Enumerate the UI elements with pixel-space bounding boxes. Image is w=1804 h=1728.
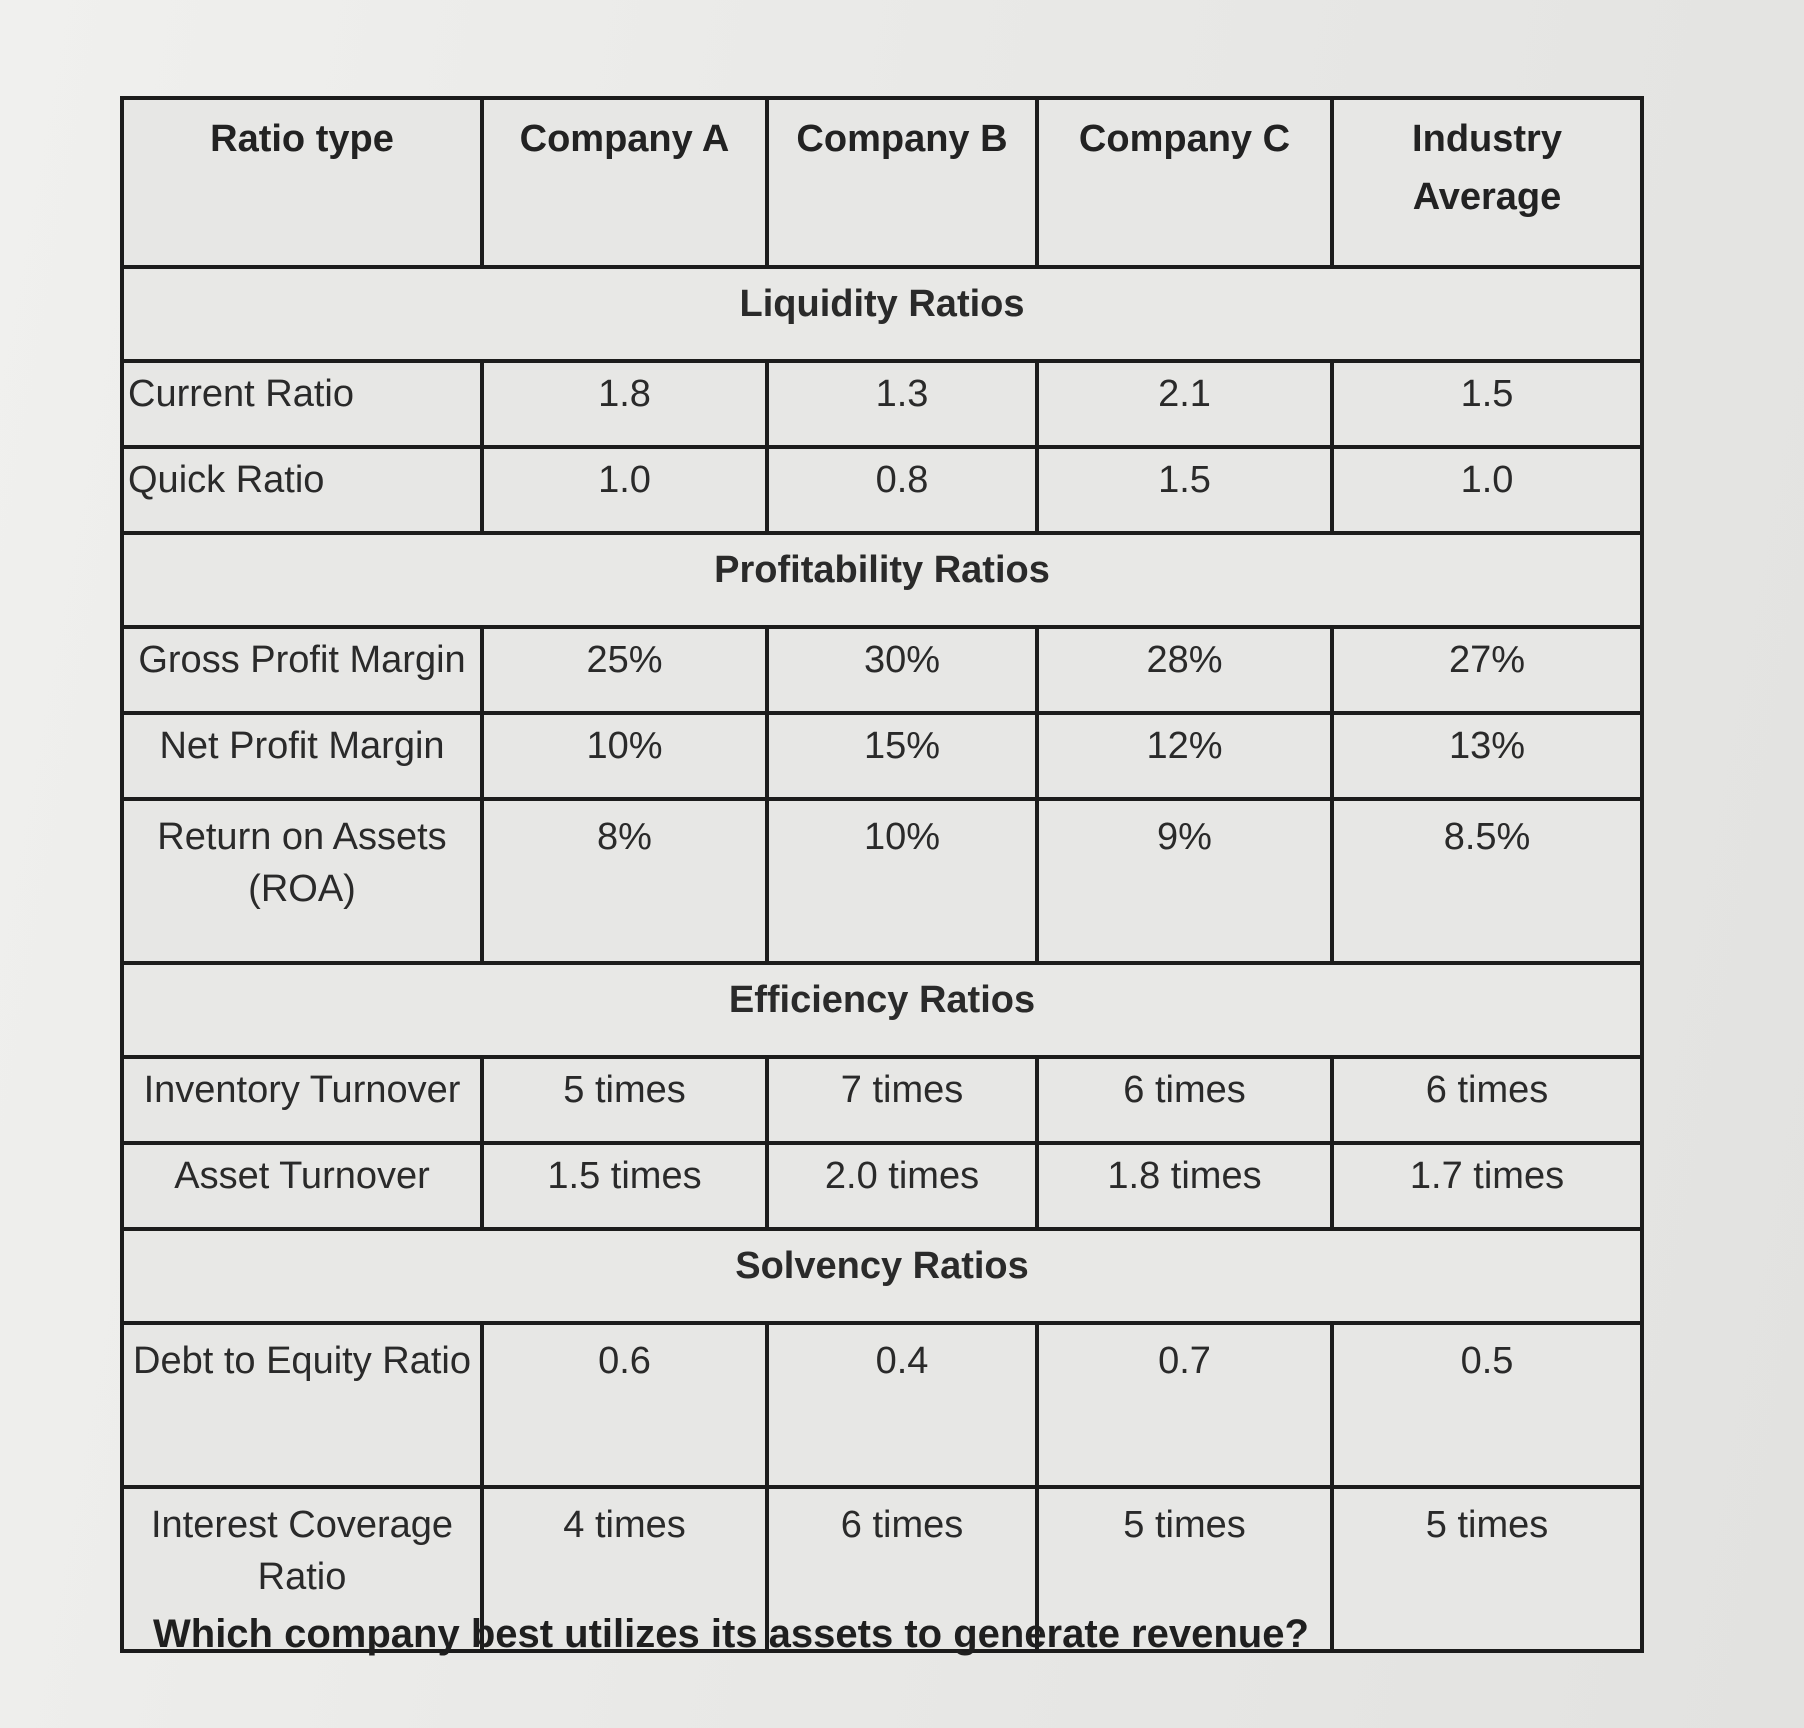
table-row <box>122 627 1642 713</box>
cell-company-a: 1.8 <box>482 361 767 447</box>
table-row <box>122 1057 1642 1143</box>
section-title-profitability: Profitability Ratios <box>122 533 1642 627</box>
header-company-b: Company B <box>767 98 1037 267</box>
table-row <box>122 361 1642 447</box>
header-company-a: Company A <box>482 98 767 267</box>
cell-industry-average: 6 times <box>1332 1057 1642 1143</box>
table-row <box>122 799 1642 963</box>
cell-company-b: 30% <box>767 627 1037 713</box>
ratio-table <box>120 96 1644 1653</box>
cell-industry-average: 8.5% <box>1332 799 1642 963</box>
row-label: Current Ratio <box>122 361 482 447</box>
table-row <box>122 713 1642 799</box>
cell-industry-average: 13% <box>1332 713 1642 799</box>
cell-industry-average: 5 times <box>1332 1487 1642 1651</box>
cell-company-b: 15% <box>767 713 1037 799</box>
header-ratio-type: Ratio type <box>122 98 482 267</box>
cell-industry-average: 0.5 <box>1332 1323 1642 1487</box>
row-label: Gross Profit Margin <box>122 627 482 713</box>
header-industry-average: Industry Average <box>1332 98 1642 267</box>
cell-company-c: 6 times <box>1037 1057 1332 1143</box>
table-row <box>122 447 1642 533</box>
cell-company-a: 0.6 <box>482 1323 767 1487</box>
section-title-liquidity: Liquidity Ratios <box>122 267 1642 361</box>
cell-company-a: 10% <box>482 713 767 799</box>
row-label: Inventory Turnover <box>122 1057 482 1143</box>
cell-industry-average: 1.5 <box>1332 361 1642 447</box>
row-label: Asset Turnover <box>122 1143 482 1229</box>
header-row <box>122 98 1642 267</box>
cell-company-b: 0.8 <box>767 447 1037 533</box>
cell-industry-average: 1.0 <box>1332 447 1642 533</box>
cell-company-c: 12% <box>1037 713 1332 799</box>
question-text: Which company best utilizes its assets to generate revenue? <box>153 1612 1309 1656</box>
section-row-solvency <box>122 1229 1642 1323</box>
row-label: Interest Coverage Ratio <box>122 1487 482 1651</box>
cell-company-b: 2.0 times <box>767 1143 1037 1229</box>
cell-company-a: 25% <box>482 627 767 713</box>
cell-company-a: 1.5 times <box>482 1143 767 1229</box>
row-label: Net Profit Margin <box>122 713 482 799</box>
cell-company-a: 8% <box>482 799 767 963</box>
cell-company-c: 1.8 times <box>1037 1143 1332 1229</box>
cell-company-b: 6 times <box>767 1487 1037 1651</box>
section-title-solvency: Solvency Ratios <box>122 1229 1642 1323</box>
cell-company-a: 1.0 <box>482 447 767 533</box>
row-label: Return on Assets (ROA) <box>122 799 482 963</box>
row-label: Quick Ratio <box>122 447 482 533</box>
cell-company-c: 1.5 <box>1037 447 1332 533</box>
cell-company-c: 5 times <box>1037 1487 1332 1651</box>
cell-company-a: 5 times <box>482 1057 767 1143</box>
cell-company-c: 9% <box>1037 799 1332 963</box>
section-row-efficiency <box>122 963 1642 1057</box>
cell-company-b: 0.4 <box>767 1323 1037 1487</box>
header-company-c: Company C <box>1037 98 1332 267</box>
cell-company-c: 0.7 <box>1037 1323 1332 1487</box>
cell-company-b: 10% <box>767 799 1037 963</box>
section-title-efficiency: Efficiency Ratios <box>122 963 1642 1057</box>
cell-company-c: 2.1 <box>1037 361 1332 447</box>
cell-industry-average: 1.7 times <box>1332 1143 1642 1229</box>
table-row <box>122 1143 1642 1229</box>
cell-company-b: 7 times <box>767 1057 1037 1143</box>
row-label: Debt to Equity Ratio <box>122 1323 482 1487</box>
section-row-liquidity <box>122 267 1642 361</box>
cell-industry-average: 27% <box>1332 627 1642 713</box>
cell-company-a: 4 times <box>482 1487 767 1651</box>
table-row <box>122 1323 1642 1487</box>
cell-company-b: 1.3 <box>767 361 1037 447</box>
cell-company-c: 28% <box>1037 627 1332 713</box>
section-row-profitability <box>122 533 1642 627</box>
